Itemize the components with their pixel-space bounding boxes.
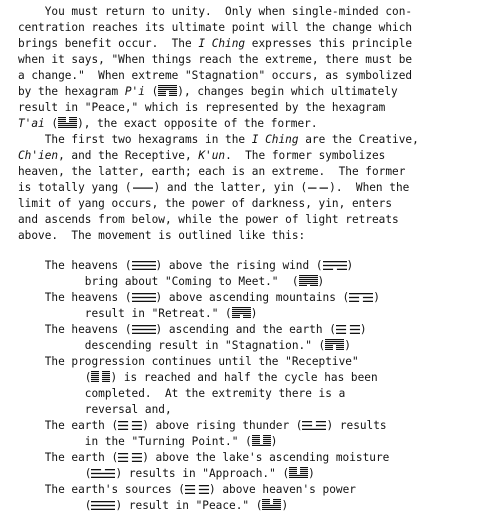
text-run: result in "Retreat." ( xyxy=(18,307,232,320)
trigram-mountain-icon xyxy=(349,293,373,302)
text-line xyxy=(18,117,318,132)
trigram-thunder-icon xyxy=(302,421,326,430)
trigram-lake-icon xyxy=(91,469,115,478)
italic-term: I Ching xyxy=(251,133,299,146)
text-line xyxy=(18,229,305,244)
trigram-heaven-icon xyxy=(132,261,156,270)
trigram-lake-icon xyxy=(91,469,115,478)
text-run: ) xyxy=(317,275,325,288)
text-run: centration reaches its ultimate point will the change which xyxy=(18,21,413,34)
text-line xyxy=(18,403,172,418)
hexagram-tai-icon xyxy=(262,499,281,510)
hexagram-pi-icon xyxy=(158,85,177,96)
text-run: brings benefit occur. The xyxy=(18,37,199,50)
text-run: are the Creative, xyxy=(298,133,419,146)
text-run: a change." When extreme "Stagnation" occurs, as symbolized xyxy=(18,69,413,82)
text-run: , and the Receptive, xyxy=(58,149,199,162)
text-run: ( xyxy=(18,371,92,384)
text-line xyxy=(18,435,277,450)
hexagram-dun-icon xyxy=(232,307,251,318)
text-run: ) is reached and half the cycle has been xyxy=(110,371,378,384)
hexagram-fu-icon xyxy=(252,435,271,446)
text-line xyxy=(18,21,412,36)
trigram-earth-icon xyxy=(118,421,142,430)
hexagram-gou-icon xyxy=(299,275,318,286)
trigram-earth-icon xyxy=(118,421,142,430)
text-run: ) above the rising wind ( xyxy=(155,259,323,272)
text-run: ) xyxy=(344,339,351,352)
yin-line-icon xyxy=(307,183,329,192)
hexagram-fu-icon xyxy=(252,435,271,446)
text-line xyxy=(18,5,412,20)
text-run: ) xyxy=(270,435,278,448)
text-line xyxy=(18,165,405,180)
italic-term: K'un xyxy=(198,149,226,162)
text-run: ) xyxy=(250,307,258,320)
text-run: The heavens ( xyxy=(18,291,132,304)
trigram-wind-icon xyxy=(323,261,347,270)
text-run: by the hexagram xyxy=(18,85,125,98)
hexagram-lin-icon xyxy=(289,467,308,478)
text-line xyxy=(18,181,409,196)
text-run: The earth ( xyxy=(18,451,119,464)
text-run: limit of yang occurs, the power of darkness, yin, enters xyxy=(18,197,393,210)
text-line xyxy=(18,275,324,290)
text-run: ), changes begin which ultimately xyxy=(177,85,398,98)
text-line xyxy=(18,451,389,466)
trigram-heaven-icon xyxy=(132,293,156,302)
text-run: You must return to unity. Only when single-minded con- xyxy=(18,5,413,18)
text-run: ( xyxy=(144,85,159,98)
text-run: is totally yang ( xyxy=(18,181,132,194)
italic-term: I Ching xyxy=(198,37,246,50)
hexagram-pi-icon xyxy=(325,339,344,350)
trigram-heaven-icon xyxy=(132,325,156,334)
yang-line-icon xyxy=(132,183,154,192)
text-line xyxy=(18,339,351,354)
text-run: ) above ascending mountains ( xyxy=(155,291,350,304)
text-run: result in "Peace," which is represented by the hexagram xyxy=(18,101,386,114)
text-run: ) xyxy=(308,467,315,480)
hexagram-tai-icon xyxy=(262,499,281,510)
trigram-earth-icon xyxy=(336,325,360,334)
trigram-heaven-icon xyxy=(91,501,115,510)
text-run: ( xyxy=(44,117,59,130)
italic-term: Ch'ien xyxy=(18,149,59,162)
text-line xyxy=(18,101,385,116)
yin-line-icon xyxy=(307,183,329,192)
italic-term: P'i xyxy=(124,85,145,98)
trigram-earth-icon xyxy=(336,325,360,334)
trigram-mountain-icon xyxy=(349,293,373,302)
text-run: ) above heaven's power xyxy=(208,483,356,496)
text-run: completed. At the extremity there is a xyxy=(18,387,346,400)
hexagram-pi-icon xyxy=(325,339,344,350)
italic-term: T'ai xyxy=(18,117,45,130)
text-run: The earth's sources ( xyxy=(18,483,185,496)
text-line xyxy=(18,323,367,338)
text-run: ) and the latter, yin ( xyxy=(153,181,308,194)
text-run: ) xyxy=(281,499,289,512)
trigram-earth-icon xyxy=(118,453,142,462)
text-run: The heavens ( xyxy=(18,259,132,272)
text-run: . The former symbolizes xyxy=(225,149,386,162)
text-run: ) result in "Peace." ( xyxy=(115,499,263,512)
hexagram-kun-icon xyxy=(91,371,110,382)
text-run: and ascends from below, while the power of light retreats xyxy=(18,213,399,226)
hexagram-tai-icon xyxy=(58,117,77,128)
text-line xyxy=(18,85,398,100)
trigram-heaven-icon xyxy=(132,293,156,302)
text-run: ( xyxy=(18,467,92,480)
text-run: ) above rising thunder ( xyxy=(142,419,303,432)
text-run: ) above the lake's ascending moisture xyxy=(142,451,390,464)
text-line xyxy=(18,197,392,212)
text-run: ), the exact opposite of the former. xyxy=(77,117,318,130)
text-run: The progression continues until the "Receptive" xyxy=(18,355,359,368)
text-line xyxy=(18,53,412,68)
text-run: The first two hexagrams in the xyxy=(18,133,252,146)
hexagram-gou-icon xyxy=(299,275,318,286)
text-line xyxy=(18,133,419,148)
text-line xyxy=(18,387,345,402)
text-line xyxy=(18,213,399,228)
hexagram-lin-icon xyxy=(289,467,308,478)
text-run: ) ascending and the earth ( xyxy=(155,323,336,336)
trigram-earth-icon xyxy=(185,485,209,494)
text-line xyxy=(18,37,412,52)
text-run: in the "Turning Point." ( xyxy=(18,435,252,448)
text-run: when it says, "When things reach the extreme, there must be xyxy=(18,53,413,66)
trigram-wind-icon xyxy=(323,261,347,270)
hexagram-kun-icon xyxy=(91,371,110,382)
text-run: The heavens ( xyxy=(18,323,132,336)
text-run: expresses this principle xyxy=(245,37,413,50)
text-run: bring about "Coming to Meet." ( xyxy=(18,275,299,288)
trigram-heaven-icon xyxy=(91,501,115,510)
text-line xyxy=(18,69,412,84)
text-run: ) results in "Approach." ( xyxy=(115,467,290,480)
text-run: ) results xyxy=(326,419,387,432)
yang-line-icon xyxy=(132,183,154,192)
trigram-heaven-icon xyxy=(132,325,156,334)
text-run: heaven, the latter, earth; each is an extreme. The former xyxy=(18,165,406,178)
text-line xyxy=(18,499,288,514)
text-run: reversal and, xyxy=(18,403,172,416)
trigram-earth-icon xyxy=(185,485,209,494)
text-line xyxy=(18,371,378,386)
trigram-thunder-icon xyxy=(302,421,326,430)
text-run: above. The movement is outlined like this: xyxy=(18,229,306,242)
text-line xyxy=(18,291,380,306)
text-line xyxy=(18,483,356,498)
text-line xyxy=(18,259,353,274)
hexagram-pi-icon xyxy=(158,85,177,96)
trigram-heaven-icon xyxy=(132,261,156,270)
text-line xyxy=(18,355,359,370)
text-run: ) xyxy=(373,291,380,304)
text-line xyxy=(18,149,385,164)
text-line xyxy=(18,467,315,482)
hexagram-tai-icon xyxy=(58,117,77,128)
text-run: descending result in "Stagnation." ( xyxy=(18,339,326,352)
text-line xyxy=(18,419,387,434)
text-run: ) xyxy=(346,259,354,272)
text-run: ). When the xyxy=(329,181,410,194)
text-run: ( xyxy=(18,499,92,512)
text-line xyxy=(18,307,257,322)
hexagram-dun-icon xyxy=(232,307,251,318)
trigram-earth-icon xyxy=(118,453,142,462)
text-run: ) xyxy=(359,323,367,336)
text-run: The earth ( xyxy=(18,419,119,432)
